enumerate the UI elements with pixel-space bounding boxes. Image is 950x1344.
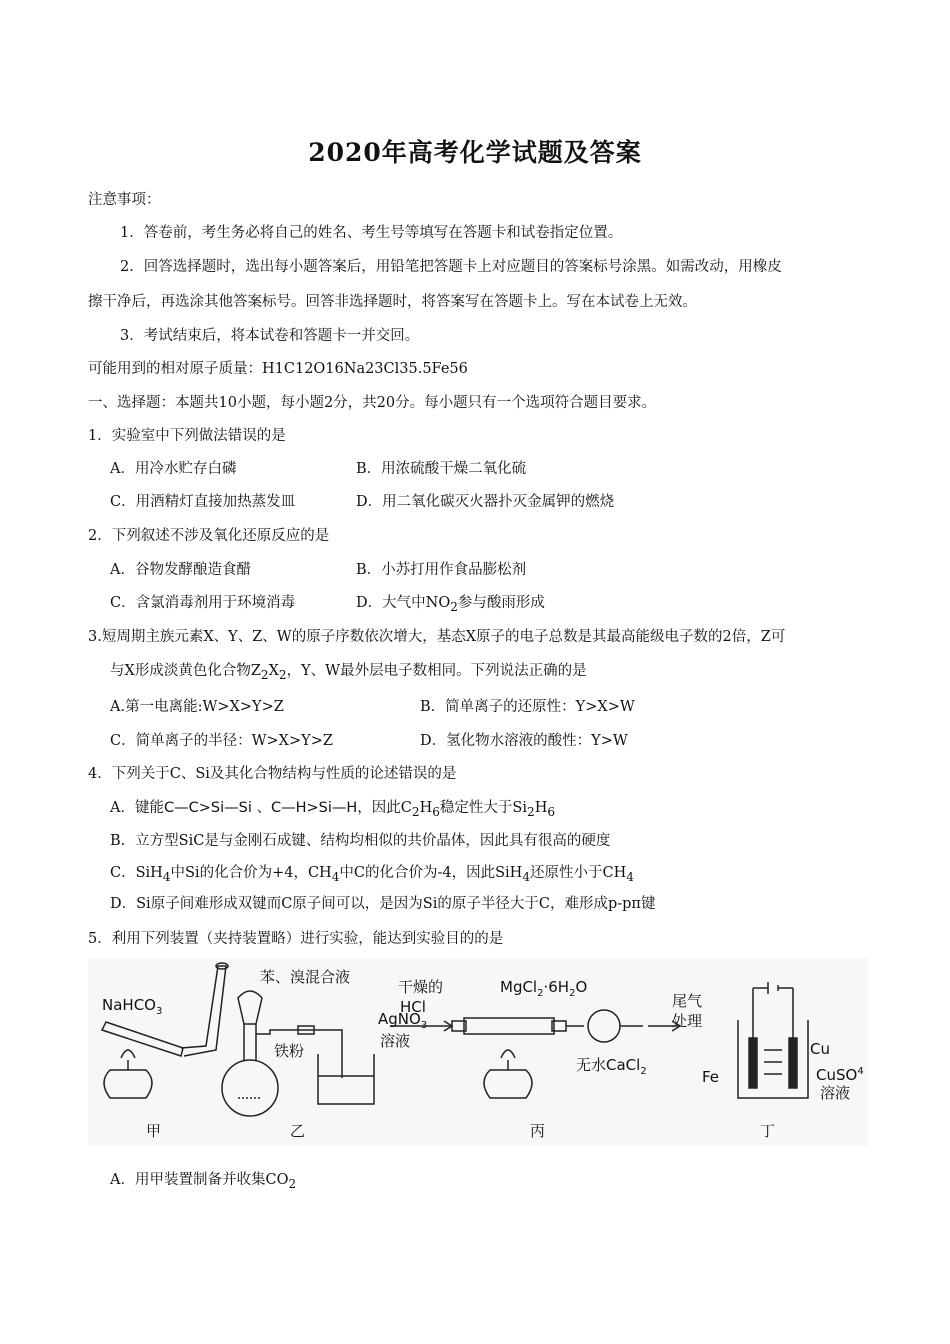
label-benzene-bromine: 苯、溴混合液 — [260, 968, 351, 986]
subscript: 2 — [278, 667, 287, 682]
question-4-option-c — [110, 863, 634, 887]
label-cu: Cu — [810, 1040, 830, 1058]
formula-letter: H — [534, 800, 548, 816]
apparatus-figure — [88, 958, 868, 1146]
question-4-option-d: D．Si原子间难形成双键而C原子间可以，是因为Si的原子半径大于C，难形成p-pπ键 — [110, 896, 656, 912]
subscript: 4 — [522, 869, 530, 884]
question-3-option-a: A.第一电离能:W>X>Y>Z — [110, 699, 284, 715]
question-2-option-d-text: D．大气中NO — [356, 595, 451, 611]
notice-item-2a: 2．回答选择题时，选出每小题答案后，用铅笔把答题卡上对应题目的答案标号涂黑。如需改动，用橡皮 — [120, 259, 782, 275]
question-3-stem-text-end: ，Y、W最外层电子数相同。下列说法正确的是 — [286, 663, 587, 679]
label-dry: 干燥的 — [398, 978, 444, 996]
question-2-option-c: C．含氯消毒剂用于环境消毒 — [110, 595, 296, 611]
question-3-option-d: D．氢化物水溶液的酸性：Y>W — [420, 733, 628, 749]
label-yi: 乙 — [290, 1122, 306, 1140]
label-fe: Fe — [702, 1068, 720, 1086]
question-2-option-b: B．小苏打用作食品膨松剂 — [356, 562, 527, 578]
question-2-option-d-text-end: 参与酸雨形成 — [457, 595, 545, 611]
question-5-stem: 5．利用下列装置（夹持装置略）进行实验，能达到实验目的的是 — [88, 931, 504, 947]
label-mgcl2: $MgCl_2\cdot 6H_2O$ — [500, 978, 588, 999]
subscript: 2 — [288, 1176, 297, 1191]
question-1-stem: 1．实验室中下列做法错误的是 — [88, 428, 286, 444]
notice-item-2b: 擦干净后，再选涂其他答案标号。回答非选择题时，将答案写在答题卡上。写在本试卷上无效。 — [88, 294, 697, 310]
question-2-stem: 2．下列叙述不涉及氧化还原反应的是 — [88, 528, 330, 544]
label-nahco3: NaHCO$_3$ — [102, 996, 163, 1017]
question-3-stem-line1: 3.短周期主族元素X、Y、Z、W的原子序数依次增大，基态X原子的电子总数是其最高能级电子数的2倍，Z可 — [88, 629, 786, 645]
label-hcl: HCl — [400, 998, 426, 1016]
notice-item-1: 1．答卷前，考生务必将自己的姓名、考生号等填写在答题卡和试卷指定位置。 — [120, 225, 623, 241]
subscript: 2 — [450, 599, 458, 614]
question-5-option-a-text: A．用甲装置制备并收集CO — [110, 1172, 289, 1188]
apparatus-diagram — [88, 958, 868, 1146]
label-cacl2: 无水CaCl$_2$ — [576, 1056, 647, 1077]
subscript: 6 — [547, 804, 556, 819]
label-cuso4: CuSO$^4$ — [816, 1066, 864, 1084]
section-heading: 一、选择题：本题共10小题，每小题2分，共20分。每小题只有一个选项符合题目要求。 — [88, 395, 657, 411]
subscript: 4 — [162, 869, 171, 884]
formula-letter: H — [419, 800, 433, 816]
subscript: 6 — [432, 804, 440, 819]
question-3-stem-text: 与X形成淡黄色化合物Z — [110, 663, 261, 679]
label-ding: 丁 — [760, 1122, 776, 1140]
label-agno3: AgNO$_3$ — [378, 1010, 428, 1031]
question-4-option-c-text-mid3: 还原性小于CH — [530, 865, 627, 881]
question-2-option-a: A．谷物发酵酿造食醋 — [110, 562, 251, 578]
question-4-option-a-text: A．键能 — [110, 800, 164, 816]
label-treatment: 处理 — [672, 1012, 703, 1030]
label-bing: 丙 — [530, 1122, 546, 1140]
fe-electrode — [749, 1038, 757, 1088]
question-1-option-d: D．用二氧化碳灭火器扑灭金属钾的燃烧 — [356, 494, 615, 510]
question-1-option-c: C．用酒精灯直接加热蒸发皿 — [110, 494, 296, 510]
question-4-option-a-text-mid: ，因此C — [357, 800, 412, 816]
label-jia: 甲 — [146, 1122, 162, 1140]
question-4-option-c-text-mid2: 中C的化合价为-4，因此SiH — [339, 865, 523, 881]
question-3-stem-line2 — [110, 661, 587, 685]
question-3-option-b: B．简单离子的还原性：Y>X>W — [420, 699, 635, 715]
question-1-option-b: B．用浓硫酸干燥二氧化硫 — [356, 461, 527, 477]
subscript: 2 — [527, 804, 535, 819]
question-4-option-c-text-mid: 中Si的化合价为+4，CH — [170, 865, 332, 881]
subscript: 4 — [331, 869, 340, 884]
notice-heading: 注意事项： — [88, 192, 161, 208]
question-1-option-a: A．用冷水贮存白磷 — [110, 461, 237, 477]
label-iron-powder: 铁粉 — [274, 1042, 305, 1060]
question-4-option-a-text-mid2: 稳定性大于Si — [439, 800, 527, 816]
question-3-stem-text-mid: X — [268, 663, 279, 679]
question-4-option-b: B．立方型SiC是与金刚石成键、结构均相似的共价晶体，因此具有很高的硬度 — [110, 833, 611, 849]
question-4-option-a — [110, 798, 555, 822]
subscript: 2 — [411, 804, 420, 819]
question-5-option-a — [110, 1170, 296, 1194]
cu-electrode — [789, 1038, 797, 1088]
label-solution-2: 溶液 — [820, 1084, 851, 1102]
question-2-option-d — [356, 593, 545, 617]
page-title: 2020年高考化学试题及答案 — [308, 138, 642, 167]
notice-item-3: 3．考试结束后，将本试卷和答题卡一并交回。 — [120, 328, 420, 344]
question-4-option-c-text: C．SiH — [110, 865, 163, 881]
label-solution: 溶液 — [380, 1032, 411, 1050]
label-tail-gas: 尾气 — [672, 992, 703, 1010]
question-4-stem: 4．下列关于C、Si及其化合物结构与性质的论述错误的是 — [88, 766, 457, 782]
bond-energy-expression: C—C>Si—Si 、C—H>Si—H — [163, 800, 358, 816]
subscript: 2 — [260, 667, 269, 682]
atomic-mass-note: 可能用到的相对原子质量：H1C12O16Na23Cl35.5Fe56 — [88, 361, 468, 377]
subscript: 4 — [626, 869, 634, 884]
question-3-option-c: C．简单离子的半径：W>X>Y>Z — [110, 733, 333, 749]
